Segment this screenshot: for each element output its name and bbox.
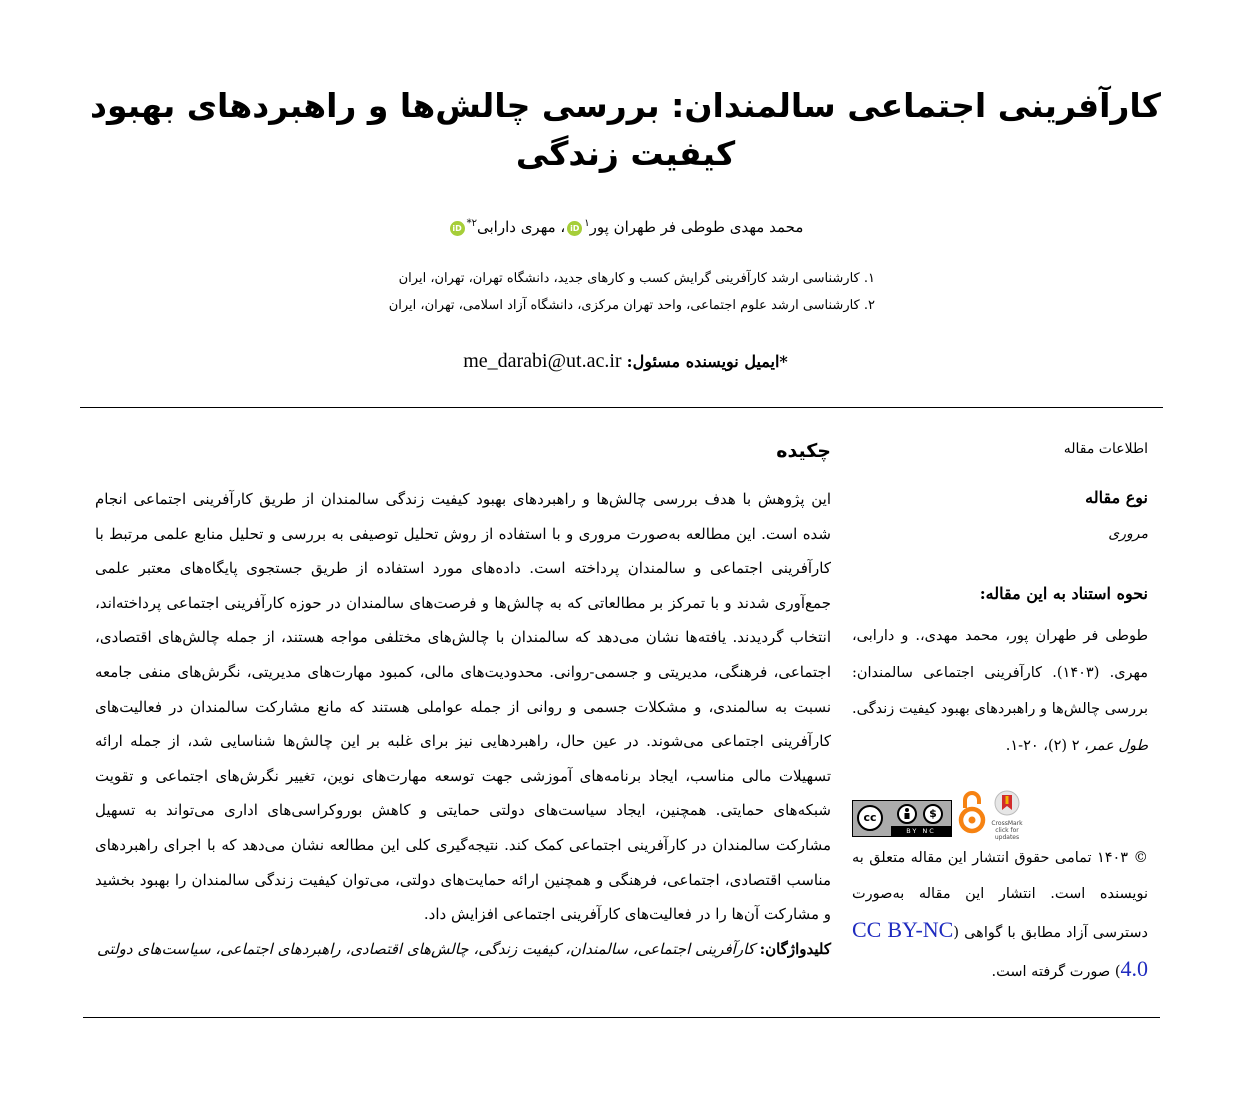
keywords-label: کلیدواژگان:	[759, 939, 831, 958]
nc-dollar-icon: $	[923, 804, 943, 824]
citation-heading: نحوه استناد به این مقاله:	[979, 584, 1148, 603]
affiliation-2: ۲. کارشناسی ارشد علوم اجتماعی، واحد تهران مرکزی، دانشگاه آزاد اسلامی، تهران، ایران	[388, 298, 875, 313]
article-info-heading: اطلاعات مقاله	[1063, 441, 1148, 457]
copyright-notice	[852, 840, 1148, 990]
abstract-body	[95, 482, 831, 966]
crossmark-icon	[994, 790, 1020, 816]
crossmark-sublabel: click for updates	[994, 827, 1020, 841]
article-type-value: مروری	[1108, 526, 1148, 542]
article-info-sidebar	[852, 0, 1148, 1017]
article-type-heading: نوع مقاله	[1085, 488, 1148, 507]
cc-badge-strip: BY NC	[891, 826, 951, 836]
copyright-text: © ۱۴۰۳ تمامی حقوق انتشار این مقاله متعلق به نویسنده است. انتشار این مقاله به‌صورت دسترسی آزاد مطابق با گواهی (	[852, 850, 1148, 941]
copyright-end: ) صورت گرفته است.	[991, 964, 1121, 980]
person-glyph	[899, 806, 915, 822]
affiliation-1: ۱. کارشناسی ارشد کارآفرینی گرایش کسب و کارهای جدید، دانشگاه تهران، تهران، ایران	[398, 271, 875, 286]
license-link[interactable]: CC BY-NC 4.0	[852, 917, 1148, 981]
footer-divider	[83, 1017, 1160, 1018]
author-1-name: محمد مهدی طوطی فر طهران پور	[589, 218, 804, 236]
citation-part-1: طوطی فر طهران پور، محمد مهدی،. و دارابی، مهری. (۱۴۰۳). کارآفرینی اجتماعی سالمندان: بررسی چالش‌ها و راهبردهای بهبود کیفیت زندگی.	[852, 628, 1148, 717]
cc-icon: cc	[857, 805, 883, 831]
abstract-text: این پژوهش با هدف بررسی چالش‌ها و راهبردهای بهبود کیفیت زندگی سالمندان از طریق کارآفرینی اجتماعی انجام شده است. این مطالعه به‌صورت مروری و با استفاده از روش تحلیل توصیفی به بررسی و تحلیل منابع علمی مرتبط با کارآفرینی اجتماعی و سالمندان پرداخته است. داده‌های مورد استفاده از طریق جستجوی پایگاه‌های معتبر علمی جمع‌آوری شدند و با تمرکز بر مطالعاتی که به چالش‌ها و فرصت‌های سالمندان در حوزه کارآفرینی اجتماعی پرداخته‌اند، انتخاب گردیدند. یافته‌ها نشان می‌دهد که سالمندان با چالش‌های مختلفی مواجه هستند، از جمله چالش‌های اقتصادی، اجتماعی، فرهنگی، مدیریتی و جسمی-روانی. محدودیت‌های مالی، کمبود مهارت‌های مدیریتی، نگرش‌های منفی جامعه نسبت به سالمندی، و مشکلات جسمی و روانی از جمله عواملی هستند که مانع مشارکت سالمندان در فعالیت‌های کارآفرینی اجتماعی می‌شوند. در عین حال، راهبردهایی نیز برای غلبه بر این چالش‌ها شناسایی شد، از جمله ارائه تسهیلات مالی مناسب، ایجاد برنامه‌های آموزشی جهت توسعه مهارت‌های نوین، تغییر نگرش‌های اجتماعی و تقویت شبکه‌های حمایتی. همچنین، ایجاد سیاست‌های دولتی حمایتی و کاهش بوروکراسی‌های اداری می‌تواند به تسهیل مشارکت سالمندان در کارآفرینی اجتماعی کمک کند. نتیجه‌گیری کلی این مطالعه نشان می‌دهد که با اجرای راهبردهای مناسب اقتصادی، اجتماعی، فرهنگی و همچنین ارائه حمایت‌های دولتی، می‌توان کیفیت زندگی سالمندان را بهبود بخشید و مشارکت آن‌ها را در فعالیت‌های کارآفرینی اجتماعی افزایش داد.	[95, 490, 831, 924]
open-access-icon	[958, 788, 986, 836]
orcid-icon[interactable]: iD	[567, 221, 582, 236]
abstract-heading: چکیده	[776, 440, 831, 462]
by-person-icon	[897, 804, 917, 824]
email-address[interactable]: me_darabi@ut.ac.ir	[463, 350, 622, 372]
author-1-mark: ۱	[584, 218, 590, 229]
paper-title: کارآفرینی اجتماعی سالمندان: بررسی چالش‌ها و راهبردهای بهبود کیفیت زندگی	[90, 86, 1161, 173]
keywords-list: کارآفرینی اجتماعی، سالمندان، کیفیت زندگی، چالش‌های اقتصادی، راهبردهای اجتماعی، سیاست‌های دولتی	[97, 939, 760, 958]
citation-journal: طول عمر	[1088, 737, 1148, 754]
author-2-mark: ۲*	[466, 218, 477, 229]
crossmark-label: CrossMark	[991, 820, 1023, 827]
citation-text	[852, 618, 1148, 764]
author-2-name: مهری دارابی	[476, 218, 556, 236]
license-badges	[852, 788, 1148, 841]
cc-by-nc-badge[interactable]	[852, 800, 952, 837]
citation-part-2: ، ۲ (۲)، ۲۰-۱.	[1005, 737, 1089, 754]
email-label: *ایمیل نویسنده مسئول:	[626, 352, 788, 371]
crossmark-badge[interactable]	[990, 790, 1024, 841]
orcid-icon[interactable]: iD	[450, 221, 465, 236]
author-separator: ،	[555, 218, 566, 236]
